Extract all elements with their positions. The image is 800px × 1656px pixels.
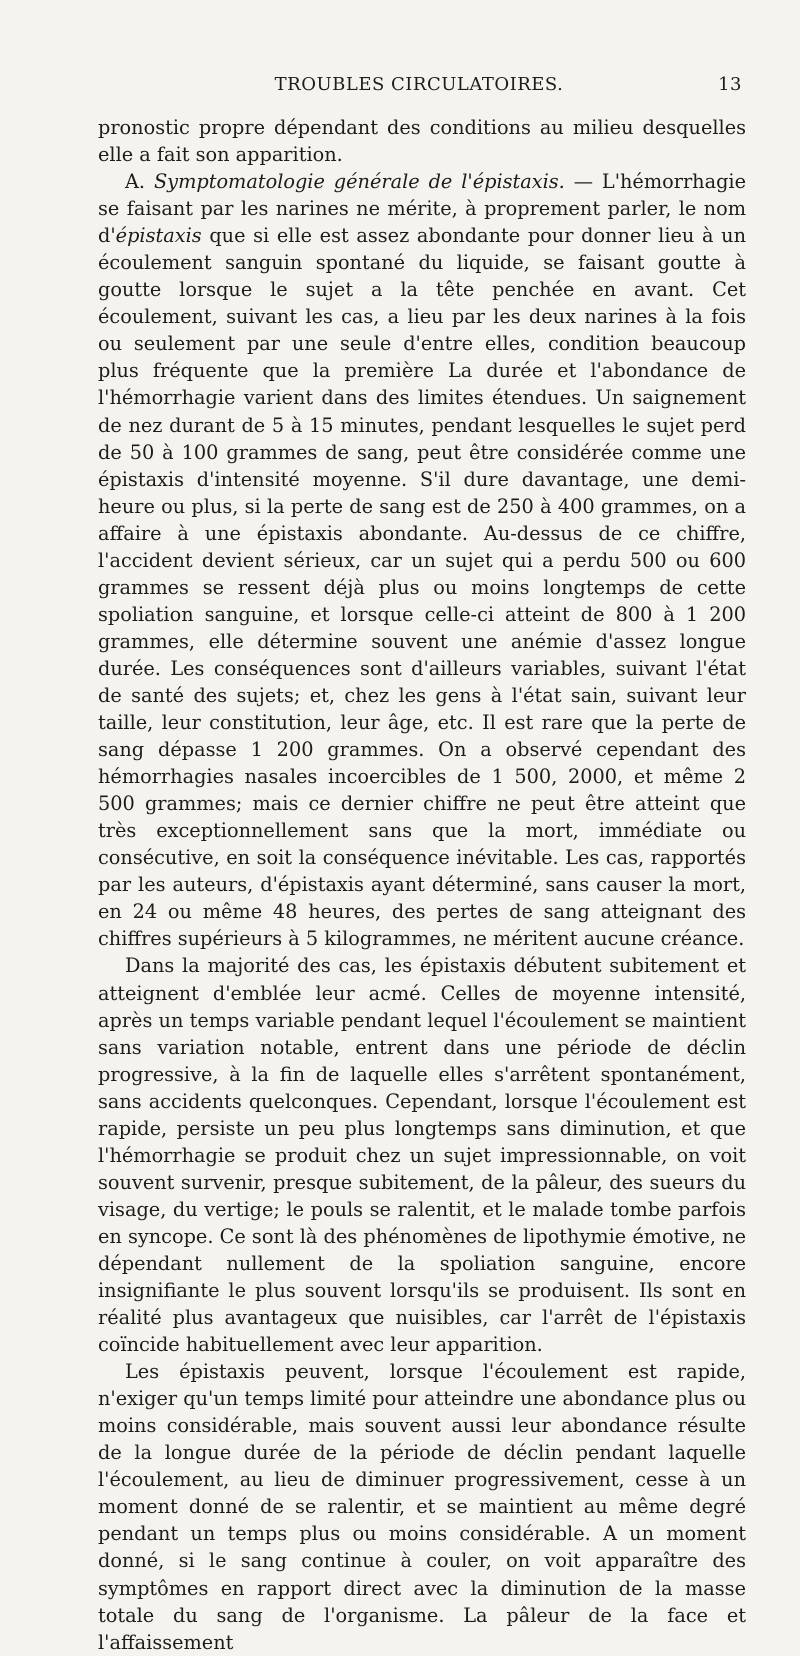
page-number: 13	[718, 74, 742, 95]
section-letter: A.	[125, 170, 154, 194]
paragraph-text-lead: — L'hémorrhagie se faisant par les narines ne mérite, à proprement parler, le nom d'	[98, 170, 746, 248]
paragraph-text: Les épistaxis peuvent, lorsque l'écoulement est rapide, n'exiger qu'un temps limité pour atteindre une abondance plus ou moins considérable, mais souvent aussi leur abondance résulte de la longue durée de la période de déclin pendant laquelle l'écoulement, au lieu de diminuer progressivement, cesse à un moment donné de se ralentir, et se maintient au même degré pendant un temps plus ou moins considérable. A un moment donné, si le sang continue à couler, on voit apparaître des symptômes en rapport direct avec la diminution de la masse totale du sang de l'organisme. La pâleur de la face et l'affaissement	[98, 1360, 746, 1654]
term-epistaxis: épistaxis	[115, 224, 202, 248]
page-body	[98, 114, 746, 1656]
paragraph-abondance	[98, 1358, 746, 1656]
section-heading: Symptomatologie générale de l'épistaxis.	[153, 170, 565, 194]
paragraph-text: que si elle est assez abondante pour donner lieu à un écoulement sanguin spontané du liquide, se faisant goutte à goutte lorsque le sujet a la tête penchée en avant. Cet écoulement, suivant les cas, a lieu par les deux narines à la fois ou seulement par une seule d'entre elles, condition beaucoup plus fréquente que la première La durée et l'abondance de l'hémorrhagie varient dans des limites étendues. Un saignement de nez durant de 5 à 15 minutes, pendant lesquelles le sujet perd de 50 à 100 grammes de sang, peut être considérée comme une épistaxis d'intensité moyenne. S'il dure davantage, une demi-heure ou plus, si la perte de sang est de 250 à 400 grammes, on a affaire à une épistaxis abondante. Au-dessus de ce chiffre, l'accident devient sérieux, car un sujet qui a perdu 500 ou 600 grammes se ressent déjà plus ou moins longtemps de cette spoliation sanguine, et lorsque celle-ci atteint de 800 à 1 200 grammes, elle détermine souvent une anémie d'assez longue durée. Les conséquences sont d'ailleurs variables, suivant l'état de santé des sujets; et, chez les gens à l'état sain, suivant leur taille, leur constitution, leur âge, etc. Il est rare que la perte de sang dépasse 1 200 grammes. On a observé cependant des hémorrhagies nasales incoercibles de 1 500, 2000, et même 2 500 grammes; mais ce dernier chiffre ne peut être atteint que très exceptionnellement sans que la mort, immédiate ou consécutive, en soit la conséquence inévitable. Les cas, rapportés par les auteurs, d'épistaxis ayant déterminé, sans causer la mort, en 24 ou même 48 heures, des pertes de sang atteignant des chiffres supérieurs à 5 kilogrammes, ne méritent aucune créance.	[98, 224, 746, 951]
running-title: TROUBLES CIRCULATOIRES.	[274, 74, 564, 95]
paragraph-symptomatologie	[98, 168, 746, 952]
paragraph-continuation	[98, 114, 746, 168]
running-header	[96, 74, 742, 98]
paragraph-text: pronostic propre dépendant des conditions au milieu desquelles elle a fait son apparition.	[98, 116, 746, 167]
paragraph-debut	[98, 952, 746, 1358]
paragraph-text: Dans la majorité des cas, les épistaxis débutent subitement et atteignent d'emblée leur acmé. Celles de moyenne intensité, après un temps variable pendant lequel l'écoulement se maintient sans variation notable, entrent dans une période de déclin progressive, à la fin de laquelle elles s'arrêtent spontanément, sans accidents quelconques. Cependant, lorsque l'écoulement est rapide, persiste un peu plus longtemps sans diminution, et que l'hémorrhagie se produit chez un sujet impressionnable, on voit souvent survenir, presque subitement, de la pâleur, des sueurs du visage, du vertige; le pouls se ralentit, et le malade tombe parfois en syncope. Ce sont là des phénomènes de lipothymie émotive, ne dépendant nullement de la spoliation sanguine, encore insignifiante le plus souvent lorsqu'ils se produisent. Ils sont en réalité plus avantageux que nuisibles, car l'arrêt de l'épistaxis coïncide habituellement avec leur apparition.	[98, 954, 746, 1357]
